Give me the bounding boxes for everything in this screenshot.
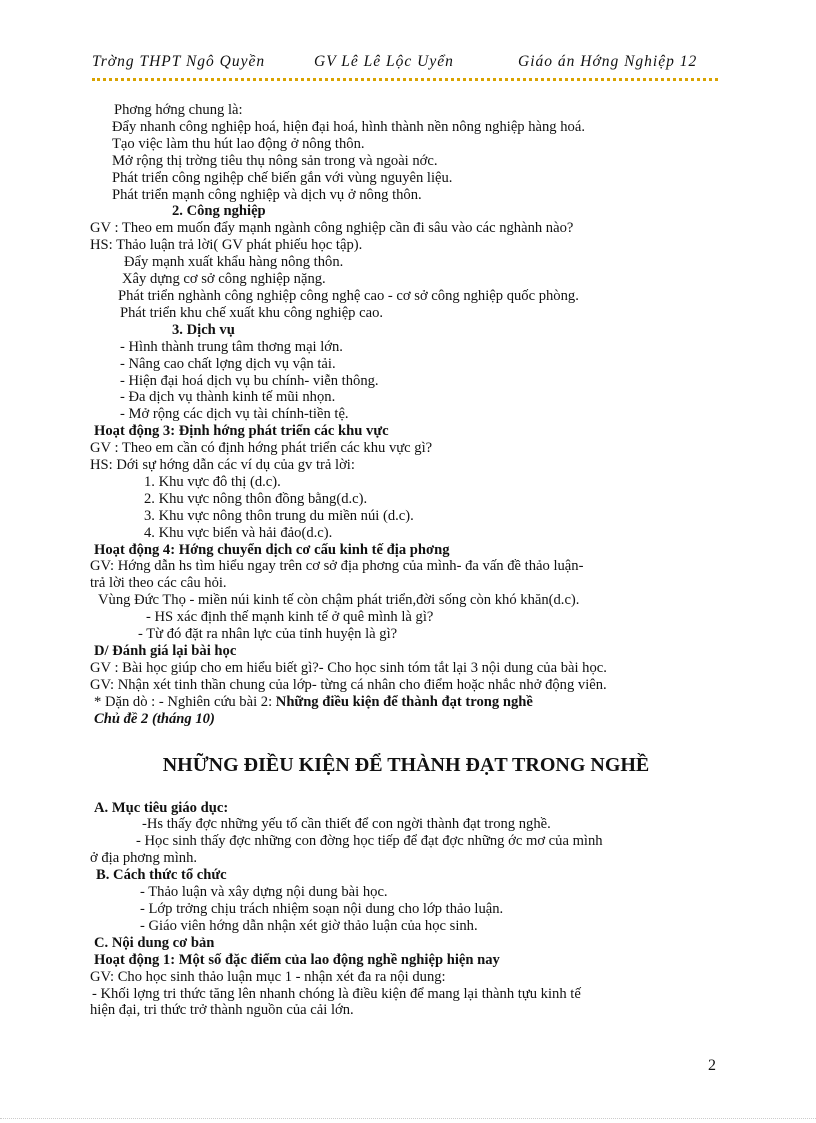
text-line	[90, 457, 726, 474]
text-line-content: * Dặn dò : - Nghiên cứu bài 2:	[94, 693, 276, 710]
text-line-content: GV : Theo em muốn đẩy mạnh ngành công nghiệp cần đi sâu vào các nghành nào?	[90, 220, 574, 237]
text-line	[112, 119, 726, 136]
text-line	[120, 305, 726, 322]
text-line	[144, 525, 726, 542]
document-body	[90, 102, 726, 1019]
header-school: Trờng THPT Ngô Quyền	[92, 53, 266, 70]
text-line	[138, 626, 726, 643]
text-line	[94, 694, 726, 711]
text-line	[90, 237, 726, 254]
text-line	[112, 170, 726, 187]
text-line-content: D/ Đánh giá lại bài học	[94, 643, 237, 659]
text-line-content: Phát triển nghành công nghiệp công nghệ cao - cơ sở công nghiệp quốc phòng.	[118, 287, 579, 304]
text-line-content: Đẩy nhanh công nghiệp hoá, hiện đại hoá, hình thành nền nông nghiệp hàng hoá.	[112, 118, 585, 135]
text-line-content: 2. Công nghiệp	[172, 203, 266, 220]
text-line	[94, 800, 726, 817]
text-line-content: Tạo việc làm thu hút lao động ở nông thôn.	[112, 135, 365, 152]
text-line	[90, 220, 726, 237]
text-line-content: HS: Thảo luận trả lời( GV phát phiếu học tập).	[90, 237, 363, 254]
text-line-content: - Lớp trởng chịu trách nhiệm soạn nội dung cho lớp thảo luận.	[140, 900, 504, 917]
text-line-content: GV: Cho học sinh thảo luận mục 1 - nhận xét đa ra nội dung:	[90, 968, 446, 985]
footer-divider	[0, 1118, 816, 1119]
text-line	[112, 153, 726, 170]
text-line	[120, 389, 726, 406]
text-line-content: Phát triển công ngihệp chế biến gắn với vùng nguyên liệu.	[112, 169, 453, 186]
text-line-content: HS: Dới sự hớng dẫn các ví dụ của gv trả lời:	[90, 457, 355, 474]
text-line-content: - Khối lợng tri thức tăng lên nhanh chóng là điều kiện để mang lại thành tựu kinh tế	[92, 985, 581, 1002]
page-header	[92, 50, 718, 81]
text-line-content: GV: Nhận xét tinh thần chung của lớp- từng cá nhân cho điểm hoặc nhắc nhở động viên.	[90, 676, 607, 693]
text-line	[90, 1002, 726, 1019]
text-line	[94, 711, 726, 728]
text-line-content: Phát triển mạnh công nghiệp và dịch vụ ở nông thôn.	[112, 186, 422, 203]
text-line	[94, 423, 726, 440]
text-line-content: Hoạt động 3: Định hớng phát triển các khu vực	[94, 423, 389, 440]
text-line	[112, 187, 726, 204]
text-line	[94, 952, 726, 969]
text-line	[120, 356, 726, 373]
text-line-content: - Học sinh thấy đợc những con đờng học tiếp để đạt đợc những ớc mơ của mình	[136, 833, 603, 850]
text-line	[142, 816, 726, 833]
lesson-section-2	[90, 799, 726, 1020]
text-line	[114, 102, 726, 119]
text-line	[140, 901, 726, 918]
text-line-content: 2. Khu vực nông thôn đồng bằng(d.c).	[144, 490, 368, 507]
header-teacher: GV Lê Lê Lộc Uyển	[314, 53, 454, 70]
text-line-content: - Giáo viên hớng dẫn nhận xét giờ thảo luận của học sinh.	[140, 917, 478, 934]
text-line	[112, 136, 726, 153]
text-line-content: hiện đại, tri thức trở thành nguồn của cải lớn.	[90, 1002, 354, 1019]
text-line	[144, 491, 726, 508]
text-line	[90, 558, 726, 575]
text-line-content: -Hs thấy đợc những yếu tố cần thiết để con ngời thành đạt trong nghề.	[142, 816, 551, 833]
text-line-content: - Hình thành trung tâm thơng mại lớn.	[120, 338, 343, 355]
text-line	[90, 850, 726, 867]
text-line-content: GV : Theo em cần có định hớng phát triển các khu vực gì?	[90, 440, 433, 457]
lesson-title: NHỮNG ĐIỀU KIỆN ĐỂ THÀNH ĐẠT TRONG NGHỀ	[162, 753, 650, 776]
text-line	[90, 969, 726, 986]
text-line-content: GV: Hớng dẫn hs tìm hiểu ngay trên cơ sở địa phơng của mình- đa vấn đề thảo luận-	[90, 558, 584, 575]
text-line	[90, 440, 726, 457]
text-line-content: ở địa phơng mình.	[90, 850, 198, 867]
text-line-content: - HS xác định thế mạnh kinh tế ở quê mình là gì?	[146, 609, 434, 626]
text-line-content: - Thảo luận và xây dựng nội dung bài học.	[140, 884, 388, 901]
text-line-content: B. Cách thức tổ chức	[96, 867, 227, 884]
text-line-content: Phát triển khu chế xuất khu công nghiệp cao.	[120, 304, 384, 321]
text-line	[92, 986, 726, 1003]
text-line-content: Đẩy mạnh xuất khẩu hàng nông thôn.	[124, 254, 344, 271]
text-line-content: - Đa dịch vụ thành kinh tế mũi nhọn.	[120, 389, 336, 406]
text-line	[98, 592, 726, 609]
text-line	[96, 867, 726, 884]
text-line-content: 1. Khu vực đô thị (d.c).	[144, 473, 281, 490]
text-line-content: 3. Khu vực nông thôn trung du miền núi (d.c).	[144, 507, 414, 524]
text-line	[146, 609, 726, 626]
text-line-content: A. Mục tiêu giáo dục:	[94, 799, 229, 816]
text-line	[94, 643, 726, 660]
text-line	[172, 203, 726, 220]
text-line-content: - Hiện đại hoá dịch vụ bu chính- viễn thông.	[120, 372, 379, 389]
text-line	[140, 884, 726, 901]
text-line-content: - Mở rộng các dịch vụ tài chính-tiền tệ.	[120, 406, 349, 423]
text-line	[172, 322, 726, 339]
header-subject: Giáo án Hớng Nghiệp 12	[518, 53, 698, 70]
text-line-content: trả lời theo các câu hỏi.	[90, 575, 227, 592]
text-line	[140, 918, 726, 935]
text-line	[94, 935, 726, 952]
text-line-content: - Từ đó đặt ra nhân lực của tỉnh huyện là gì?	[138, 626, 398, 643]
text-line-content: Hoạt động 1: Một số đặc điểm của lao động nghề nghiệp hiện nay	[94, 951, 500, 968]
page-number: 2	[708, 1057, 716, 1074]
text-line	[144, 474, 726, 491]
text-line-content: Chủ đề 2 (tháng 10)	[94, 710, 215, 727]
text-line-content: Phơng hớng chung là:	[114, 102, 243, 118]
text-line	[94, 542, 726, 559]
text-line-content: Vùng Đức Thọ - miền núi kinh tế còn chậm phát triển,đời sống còn khó khăn(d.c).	[98, 592, 580, 609]
text-line-emphasis: Những điều kiện để thành đạt trong nghề	[275, 693, 533, 710]
text-line-content: 3. Dịch vụ	[172, 321, 235, 338]
text-line-content: GV : Bài học giúp cho em hiểu biết gì?- Cho học sinh tóm tắt lại 3 nội dung của bài học.	[90, 659, 607, 676]
text-line	[120, 406, 726, 423]
text-line-content: C. Nội dung cơ bản	[94, 934, 215, 951]
text-line	[90, 677, 726, 694]
text-line-content: Hoạt động 4: Hớng chuyển dịch cơ cấu kinh tế địa phơng	[94, 541, 450, 558]
text-line	[120, 373, 726, 390]
text-line-content: Xây dựng cơ sở công nghiệp nặng.	[122, 271, 326, 288]
text-line	[90, 575, 726, 592]
text-line-content: 4. Khu vực biển và hải đảo(d.c).	[144, 524, 333, 541]
text-line	[144, 508, 726, 525]
text-line-content: - Nâng cao chất lợng dịch vụ vận tải.	[120, 355, 336, 372]
text-line	[136, 833, 726, 850]
text-line	[90, 660, 726, 677]
text-line	[120, 339, 726, 356]
text-line	[122, 271, 726, 288]
text-line	[124, 254, 726, 271]
lesson-section-1	[90, 102, 726, 728]
text-line-content: Mở rộng thị trờng tiêu thụ nông sản trong và ngoài nớc.	[112, 152, 438, 169]
text-line	[118, 288, 726, 305]
